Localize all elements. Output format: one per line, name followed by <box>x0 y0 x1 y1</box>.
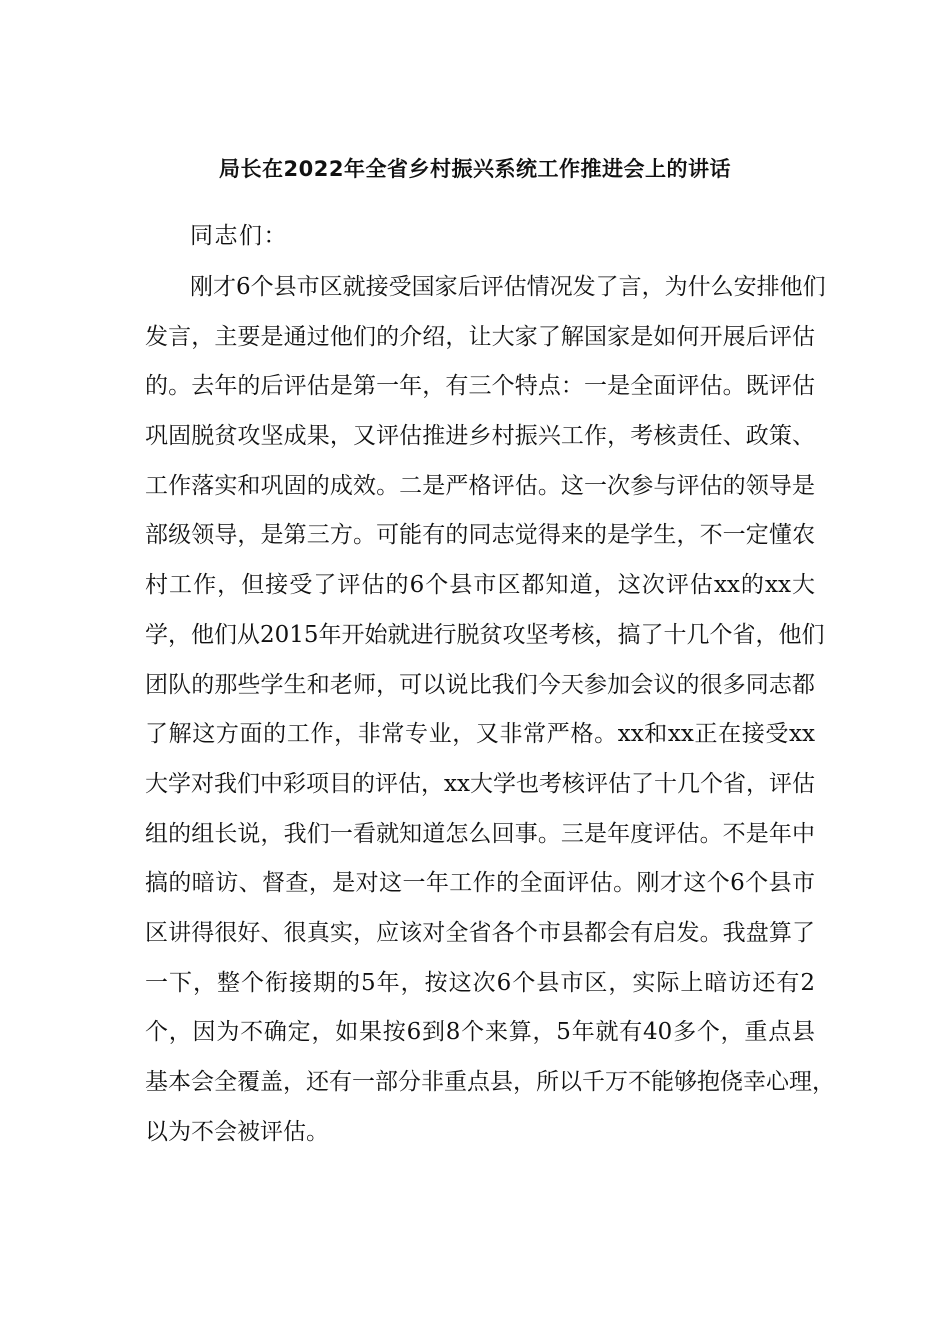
paragraph-line: 巩固脱贫攻坚成果，又评估推进乡村振兴工作，考核责任、政策、 <box>145 423 815 450</box>
salutation: 同志们： <box>190 223 288 249</box>
paragraph-line: 团队的那些学生和老师，可以说比我们今天参加会议的很多同志都 <box>145 671 815 698</box>
paragraph-line: 部级领导，是第三方。可能有的同志觉得来的是学生，不一定懂农 <box>145 522 815 549</box>
paragraph-line: 的。去年的后评估是第一年，有三个特点：一是全面评估。既评估 <box>145 373 815 400</box>
paragraph-line: 基本会全覆盖，还有一部分非重点县，所以千万不能够抱侥幸心理， <box>145 1069 835 1095</box>
paragraph-line: 工作落实和巩固的成效。二是严格评估。这一次参与评估的领导是 <box>145 472 815 499</box>
paragraph-line: 一下，整个衔接期的5年，按这次6个县市区，实际上暗访还有2 <box>145 969 815 996</box>
body-paragraph <box>145 263 835 1157</box>
paragraph-line: 区讲得很好、很真实，应该对全省各个市县都会有启发。我盘算了 <box>145 919 815 946</box>
paragraph-line: 个，因为不确定，如果按6到8个来算，5年就有40多个，重点县 <box>145 1019 815 1046</box>
document-title: 局长在2022年全省乡村振兴系统工作推进会上的讲话 <box>219 157 731 181</box>
paragraph-line: 大学对我们中彩项目的评估，xx大学也考核评估了十几个省，评估 <box>145 770 815 797</box>
paragraph-line: 村工作，但接受了评估的6个县市区都知道，这次评估xx的xx大 <box>145 572 815 599</box>
paragraph-line: 发言，主要是通过他们的介绍，让大家了解国家是如何开展后评估 <box>145 323 815 350</box>
paragraph-line: 组的组长说，我们一看就知道怎么回事。三是年度评估。不是年中 <box>145 820 815 847</box>
paragraph-line: 刚才6个县市区就接受国家后评估情况发了言，为什么安排他们 <box>190 274 826 300</box>
paragraph-line: 以为不会被评估。 <box>145 1118 329 1145</box>
paragraph-line: 了解这方面的工作，非常专业，又非常严格。xx和xx正在接受xx <box>145 721 815 748</box>
paragraph-line: 学，他们从2015年开始就进行脱贫攻坚考核，搞了十几个省，他们 <box>145 621 825 648</box>
paragraph-line: 搞的暗访、督查，是对这一年工作的全面评估。刚才这个6个县市 <box>145 870 815 897</box>
